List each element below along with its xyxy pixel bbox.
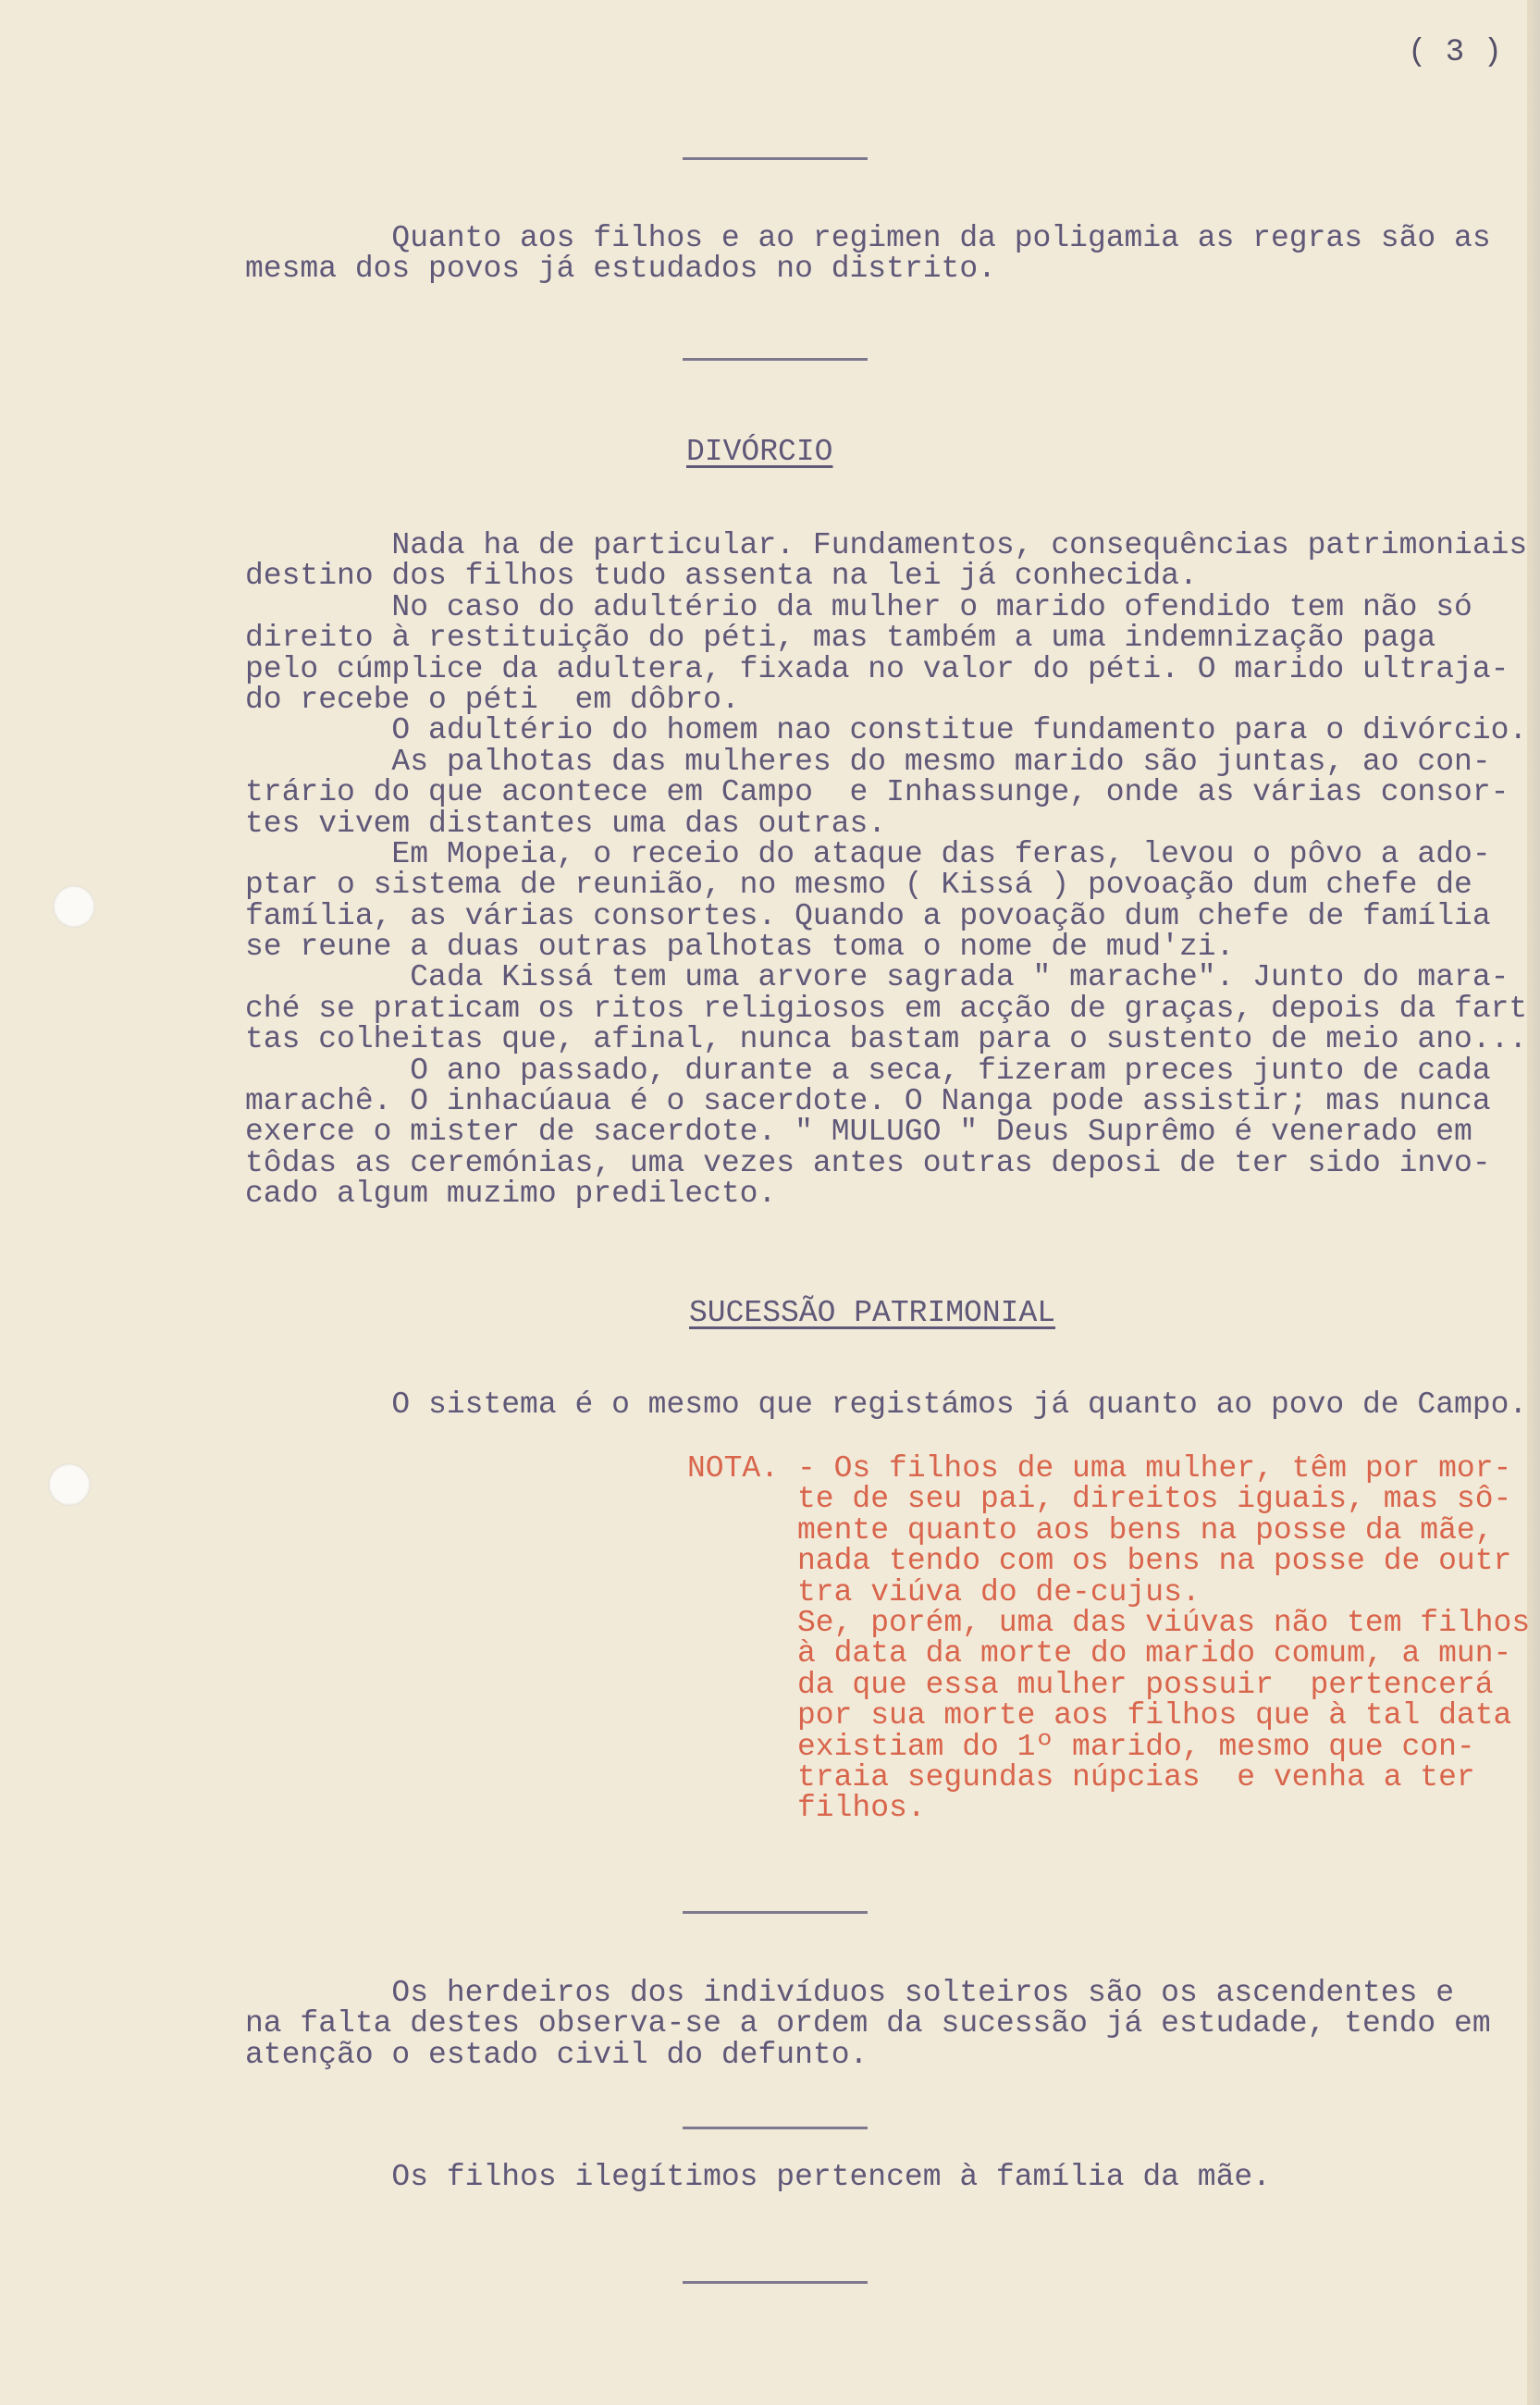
ilegitimos-paragraph: [245, 2162, 1271, 2192]
text-line: mesma dos povos já estudados no distrito.: [245, 252, 996, 287]
intro-paragraph: [245, 223, 1491, 285]
text-line: traia segundas núpcias e venha a ter: [797, 1759, 1475, 1794]
section-title-divorcio: DIVÓRCIO: [686, 435, 833, 469]
herdeiros-paragraph: [245, 1978, 1491, 2070]
text-line: exerce o mister de sacerdote. " MULUGO " Deus Suprêmo é venerado em: [245, 1115, 1472, 1150]
separator-rule: [683, 2127, 868, 2129]
nota-label: NOTA.: [687, 1451, 780, 1486]
text-line: Os filhos ilegítimos pertencem à família da mãe.: [245, 2160, 1271, 2194]
text-line: na falta destes observa-se a ordem da sucessão já estudade, tendo em: [245, 2006, 1491, 2041]
text-line: No caso do adultério da mulher o marido ofendido tem não só: [245, 589, 1472, 624]
text-line: atenção o estado civil do defunto.: [245, 2037, 869, 2072]
text-line: existiam do 1º marido, mesmo que con-: [797, 1729, 1475, 1764]
text-line: nada tendo com os bens na posse de outr: [797, 1544, 1512, 1579]
separator-rule: [683, 358, 868, 361]
separator-rule: [683, 157, 868, 160]
text-line: cado algum muzimo predilecto.: [245, 1177, 777, 1212]
text-line: Em Mopeia, o receio do ataque das feras, levou o pôvo a ado-: [245, 836, 1491, 871]
text-line: te de seu pai, direitos iguais, mas sô-: [797, 1482, 1512, 1517]
paper-edge: [1527, 0, 1540, 2405]
punch-hole: [53, 885, 95, 928]
text-line: do recebe o péti em dôbro.: [245, 682, 740, 717]
sucessao-body: [245, 1389, 1527, 1420]
text-line: O sistema é o mesmo que registámos já quanto ao povo de Campo.: [245, 1388, 1528, 1422]
text-line: Quanto aos filhos e ao regimen da poligamia as regras são as: [245, 221, 1491, 255]
text-line: à data da morte do marido comum, a mun-: [797, 1636, 1512, 1671]
section-title-sucessao: SUCESSÃO PATRIMONIAL: [689, 1296, 1056, 1330]
divorcio-body: [245, 530, 1527, 1210]
text-line: destino dos filhos tudo assenta na lei já conhecida.: [245, 559, 1198, 594]
text-line: tas colheitas que, afinal, nunca bastam para o sustento de meio ano...: [245, 1022, 1528, 1057]
text-line: ché se praticam os ritos religiosos em acção de graças, depois da fart: [245, 991, 1528, 1026]
text-line: O ano passado, durante a seca, fizeram preces junto de cada: [245, 1053, 1491, 1088]
text-line: - Os filhos de uma mulher, têm por mor-: [797, 1451, 1512, 1486]
text-line: trário do que acontece em Campo e Inhassunge, onde as várias consor-: [245, 775, 1509, 810]
text-line: tra viúva do de-cujus.: [797, 1574, 1201, 1610]
punch-hole: [48, 1463, 91, 1506]
text-line: direito à restituição do péti, mas também a uma indemnização paga: [245, 621, 1436, 656]
text-line: Os herdeiros dos indivíduos solteiros são os ascendentes e: [245, 1976, 1455, 2010]
text-line: Nada ha de particular. Fundamentos, consequências patrimoniais: [245, 528, 1528, 562]
text-line: Se, porém, uma das viúvas não tem filhos: [797, 1605, 1531, 1640]
text-line: O adultério do homem nao constitue fundamento para o divórcio.: [245, 713, 1528, 748]
text-line: família, as várias consortes. Quando a povoação dum chefe de família: [245, 898, 1491, 933]
page-number: ( 3 ): [1408, 35, 1503, 70]
text-line: filhos.: [797, 1791, 926, 1826]
text-line: mente quanto aos bens na posse da mãe,: [797, 1512, 1494, 1548]
text-line: por sua morte aos filhos que à tal data: [797, 1698, 1512, 1733]
text-line: da que essa mulher possuir pertencerá: [797, 1667, 1494, 1702]
nota-body: [797, 1453, 1530, 1824]
text-line: tôdas as ceremónias, uma vezes antes outras deposi de ter sido invo-: [245, 1145, 1491, 1180]
text-line: ptar o sistema de reunião, no mesmo ( Kissá ) povoação dum chefe de: [245, 868, 1472, 903]
text-line: pelo cúmplice da adultera, fixada no valor do péti. O marido ultraja-: [245, 651, 1509, 686]
separator-rule: [683, 2281, 868, 2284]
text-line: As palhotas das mulheres do mesmo marido são juntas, ao con-: [245, 744, 1491, 779]
text-line: se reune a duas outras palhotas toma o nome de mud'zi.: [245, 930, 1235, 965]
text-line: marachê. O inhacúaua é o sacerdote. O Nanga pode assistir; mas nunca: [245, 1084, 1491, 1119]
text-line: Cada Kissá tem uma arvore sagrada " marache". Junto do mara-: [245, 960, 1509, 995]
separator-rule: [683, 1911, 868, 1914]
text-line: tes vivem distantes uma das outras.: [245, 806, 887, 841]
